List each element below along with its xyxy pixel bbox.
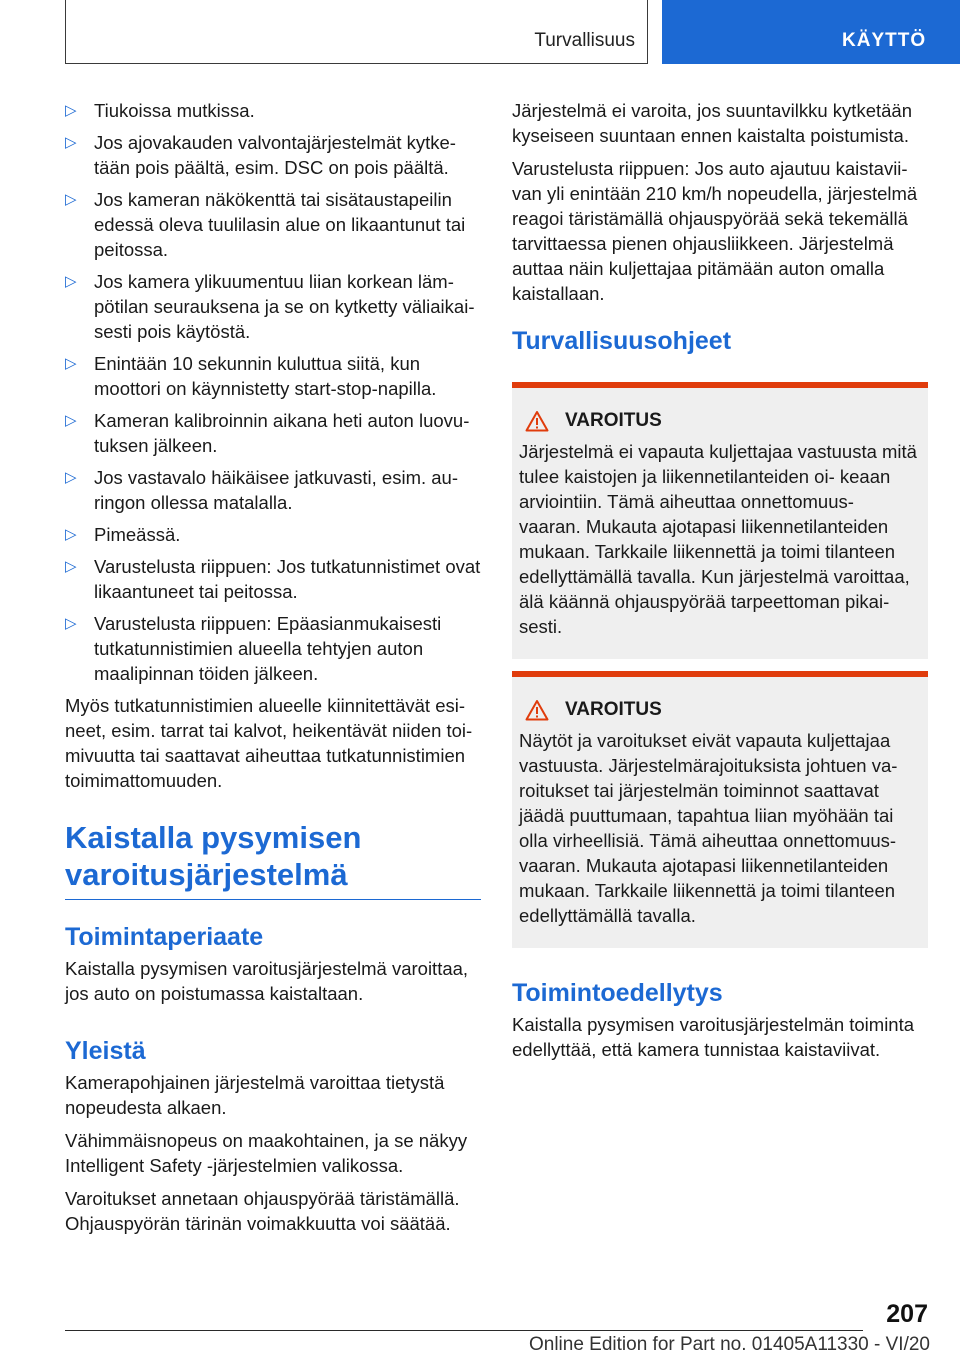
header-chapter-tab: KÄYTTÖ xyxy=(662,0,960,64)
triangle-right-icon: ▷ xyxy=(65,134,77,151)
section-title: Kaistalla pysymisen varoitusjärjestelmä xyxy=(65,819,481,900)
list-item: ▷ Varustelusta riippuen: Epäasianmukaisesti tutkatunnistimien alueella tehtyjen auton maalipinnan töiden jälkeen. xyxy=(65,613,442,684)
radar-note-paragraph: Myös tutkatunnistimien alueelle kiinnitettävät esi‐ neet, esim. tarrat tai kalvot, heikentävät niiden toi‐ mivuutta tai saattavat aiheuttaa tutkatunnistimien toimimattomuuden. xyxy=(65,695,473,791)
prerequisite-paragraph: Kaistalla pysymisen varoitusjärjestelmän toiminta edellyttää, että kamera tunnistaa kaistaviivat. xyxy=(512,1014,915,1060)
page-number: 207 xyxy=(886,1300,928,1328)
triangle-right-icon: ▷ xyxy=(65,191,77,208)
principle-paragraph: Kaistalla pysymisen varoitusjärjestelmä varoittaa, jos auto on poistumassa kaistaltaan. xyxy=(65,958,469,1004)
right-column xyxy=(512,98,928,1070)
list-item: ▷ Jos kamera ylikuumentuu liian korkean läm‐ pötilan seurauksena ja se on kytketty väliaikai‐ sesti pois käytöstä. xyxy=(65,271,475,342)
triangle-right-icon: ▷ xyxy=(65,102,77,119)
condition-list xyxy=(65,98,481,686)
triangle-right-icon: ▷ xyxy=(65,469,77,486)
steering-paragraph: Varustelusta riippuen: Jos auto ajautuu kaistavii‐ van yli enintään 210 km/h nopeudella, järjestelmä reagoi täristämällä ohjauspyörää sekä tekemällä tarvittaessa pienen ohjausliikkeen. Järjestelmä auttaa näin kuljettajaa pitämään auton omalla kaistallaan. xyxy=(512,158,918,304)
header-section-title: Turvallisuus xyxy=(534,30,635,51)
triangle-right-icon: ▷ xyxy=(65,412,77,429)
warning-triangle-icon xyxy=(525,699,549,721)
warning-box xyxy=(512,671,928,948)
prerequisite-heading: Toimintoedellytys xyxy=(512,979,723,1007)
footer-divider xyxy=(65,1330,863,1331)
list-item: ▷ Jos vastavalo häikäisee jatkuvasti, esim. au‐ ringon ollessa matalalla. xyxy=(65,467,459,513)
turn-signal-paragraph: Järjestelmä ei varoita, jos suuntavilkku kytketään kyseiseen suuntaan ennen kaistalta poistumista. xyxy=(512,100,912,146)
safety-heading: Turvallisuusohjeet xyxy=(512,327,732,355)
general-paragraph-1: Kamerapohjainen järjestelmä varoittaa tietystä nopeudesta alkaen. xyxy=(65,1072,445,1118)
left-column xyxy=(65,98,481,1244)
list-item: ▷ Tiukoissa mutkissa. xyxy=(65,100,255,121)
triangle-right-icon: ▷ xyxy=(65,558,77,575)
warning-text: Järjestelmä ei vapauta kuljettajaa vastuusta mitä tulee kaistojen ja liikennetilanteiden oi‐ keaan arviointiin. Tämä aiheuttaa onnettomuus‐ vaaran. Mukauta ajotapasi liikennetilanteiden mukaan. Tarkkaile liikennettä ja toimi tilanteen edellyttämällä tavalla. Kun järjestelmä varoittaa, älä käännä ohjauspyörää tarpeettoman pikai‐ sesti. xyxy=(519,441,917,637)
triangle-right-icon: ▷ xyxy=(65,526,77,543)
list-item: ▷ Jos kameran näkökenttä tai sisätaustapeilin edessä oleva tuulilasin alue on likaantunut tai peitossa. xyxy=(65,189,466,260)
list-item: ▷ Pimeässä. xyxy=(65,524,181,545)
principle-heading: Toimintaperiaate xyxy=(65,923,264,951)
general-paragraph-3: Varoitukset annetaan ohjauspyörää täristämällä. Ohjauspyörän tärinän voimakkuutta voi säätää. xyxy=(65,1188,460,1234)
warning-triangle-icon xyxy=(525,410,549,432)
warning-title: VAROITUS xyxy=(565,410,662,431)
edition-footer: Online Edition for Part no. 01405A11330 - VI/20 xyxy=(528,1334,930,1355)
warning-box xyxy=(512,382,928,659)
warning-title: VAROITUS xyxy=(565,699,662,720)
triangle-right-icon: ▷ xyxy=(65,615,77,632)
triangle-right-icon: ▷ xyxy=(65,355,77,372)
list-item: ▷ Jos ajovakauden valvontajärjestelmät kytke‐ tään pois päältä, esim. DSC on pois päältä. xyxy=(65,132,456,178)
general-paragraph-2: Vähimmäisnopeus on maakohtainen, ja se näkyy Intelligent Safety -järjestelmien valikossa. xyxy=(65,1130,468,1176)
warning-text: Näytöt ja varoitukset eivät vapauta kuljettajaa vastuusta. Järjestelmärajoituksista johtuen va‐ roitukset tai järjestelmän toiminnot saattavat jäädä puuttumaan, tapahtua liian myöhään tai olla virheellisiä. Tämä aiheuttaa onnettomuus‐ vaaran. Mukauta ajotapasi liikennetilanteiden mukaan. Tarkkaile liikennettä ja toimi tilanteen edellyttämällä tavalla. xyxy=(519,730,898,926)
triangle-right-icon: ▷ xyxy=(65,273,77,290)
list-item: ▷ Varustelusta riippuen: Jos tutkatunnistimet ovat likaantuneet tai peitossa. xyxy=(65,556,481,602)
list-item: ▷ Enintään 10 sekunnin kuluttua siitä, kun moottori on käynnistetty start-stop-napilla. xyxy=(65,353,437,399)
list-item: ▷ Kameran kalibroinnin aikana heti auton luovu‐ tuksen jälkeen. xyxy=(65,410,470,456)
general-heading: Yleistä xyxy=(65,1037,146,1065)
